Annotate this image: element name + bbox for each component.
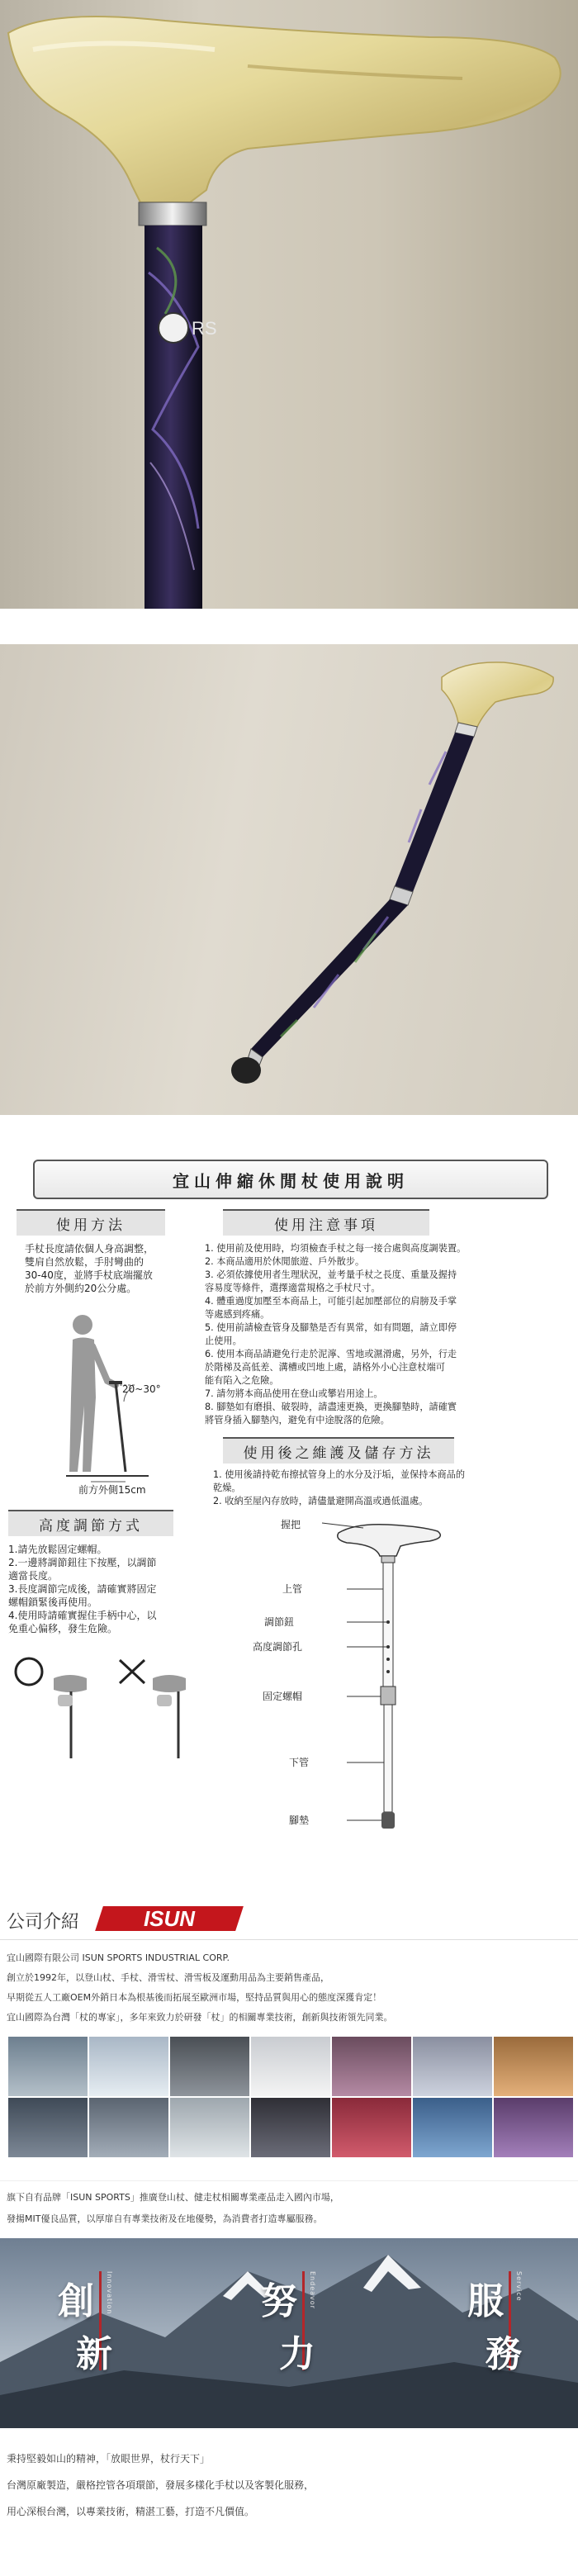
company-intro bbox=[0, 1900, 578, 2576]
notice-line: 1. 使用前及使用時，均須檢查手杖之每一接合處與高度調裝置。 bbox=[205, 1243, 467, 1254]
cane-full-illustration bbox=[0, 644, 578, 1115]
factory-photo bbox=[494, 2037, 573, 2096]
usage-line: 雙肩自然放鬆，手肘彎曲的 bbox=[25, 1256, 144, 1268]
factory-photo bbox=[332, 2098, 411, 2157]
usage-line: 手杖長度請依個人身高調整， bbox=[25, 1243, 154, 1255]
notice-text bbox=[205, 1242, 568, 1427]
notice-line: 止使用。 bbox=[205, 1335, 242, 1346]
notice-line: 7. 請勿將本商品使用在登山或攀岩用途上。 bbox=[205, 1388, 383, 1399]
usage-manual bbox=[0, 1150, 578, 1852]
virtue-innovation-en: Innovation bbox=[106, 2271, 113, 2315]
part-foot-pad-label: 腳墊 bbox=[289, 1815, 310, 1826]
factory-photo bbox=[89, 2098, 168, 2157]
notice-line: 於階梯及高低差、溝槽或凹地上處，請格外小心注意杖端可 bbox=[205, 1362, 445, 1373]
height-line: 免重心偏移，發生危險。 bbox=[8, 1623, 118, 1634]
notice-line: 能有陷入之危險。 bbox=[205, 1375, 279, 1386]
wrong-icon bbox=[120, 1660, 144, 1683]
distance-label: 前方外側15cm bbox=[78, 1484, 146, 1496]
product-photo-handle bbox=[0, 0, 578, 609]
part-upper-tube-label: 上管 bbox=[282, 1583, 303, 1595]
virtue-service-2: 務 bbox=[486, 2333, 522, 2375]
virtue-endeavor-en: Endeavor bbox=[309, 2271, 316, 2309]
height-line: 1.請先放鬆固定螺帽。 bbox=[8, 1544, 107, 1555]
company-line: 發揚MIT優良品質，以厚扉自有專業技術及在地優勢，為消費者打造專屬服務。 bbox=[7, 2213, 323, 2224]
height-line: 適當長度。 bbox=[8, 1570, 59, 1582]
virtue-service-en: Service bbox=[515, 2271, 523, 2302]
part-grip-label: 握把 bbox=[281, 1519, 301, 1530]
height-heading: 高度調節方式 bbox=[8, 1510, 173, 1536]
factory-photo bbox=[8, 2037, 88, 2096]
factory-photo bbox=[413, 2098, 492, 2157]
virtue-endeavor-2: 力 bbox=[279, 2333, 315, 2375]
part-lower-tube-label: 下管 bbox=[289, 1757, 310, 1768]
company-line: 宜山國際為台灣「杖的專家」，多年來致力於研發「杖」的相關專業技術，創新與技術領先同業。 bbox=[7, 2012, 393, 2023]
company-line: 早期從五人工廠OEM外銷日本為根基後而拓展至歐洲市場，堅持品質與用心的態度深獲肯定！ bbox=[7, 1992, 382, 2003]
notice-heading: 使用注意事項 bbox=[223, 1209, 429, 1236]
company-line: 宜山國際有限公司 ISUN SPORTS INDUSTRIAL CORP. bbox=[7, 1952, 230, 1963]
notice-line: 5. 使用前請檢查管身及腳墊是否有異常，如有問題，請立即停 bbox=[205, 1322, 457, 1333]
part-lock-nut-label: 固定螺帽 bbox=[263, 1691, 303, 1702]
height-line: 螺帽鎖緊後再使用。 bbox=[8, 1596, 98, 1608]
usage-text bbox=[25, 1242, 190, 1295]
product-photo-full bbox=[0, 644, 578, 1115]
isun-logo bbox=[95, 1906, 244, 1931]
factory-photo bbox=[413, 2037, 492, 2096]
band-text: RS bbox=[192, 318, 217, 339]
care-line: 1. 使用後請持乾布擦拭管身上的水分及汙垢，並保持本商品的 bbox=[213, 1469, 466, 1480]
notice-line: 容易度等條件，選擇適當規格之手杖尺寸。 bbox=[205, 1283, 381, 1293]
notice-line: 3. 必須依據使用者生理狀況，並考量手杖之長度、重量及握持 bbox=[205, 1269, 457, 1280]
divider bbox=[0, 2180, 578, 2181]
company-line: 秉持堅毅如山的精神，「放眼世界，杖行天下」 bbox=[7, 2453, 211, 2465]
care-line: 2. 收納至屋內存放時，請儘量避開高溫或過低溫處。 bbox=[213, 1496, 429, 1506]
company-line: 用心深根台灣，以專業技術，精湛工藝，打造不凡價值。 bbox=[7, 2506, 255, 2517]
part-height-hole-label: 高度調節孔 bbox=[253, 1641, 303, 1653]
notice-line: 8. 腳墊如有磨損、破裂時，請盡速更換，更換腳墊時，請確實 bbox=[205, 1402, 457, 1412]
usage-heading: 使用方法 bbox=[17, 1209, 165, 1236]
part-adjust-button-label: 調節鈕 bbox=[264, 1616, 295, 1628]
notice-line: 等處感到疼痛。 bbox=[205, 1309, 270, 1320]
angle-label: 20~30° bbox=[122, 1383, 161, 1395]
virtue-endeavor-1: 努 bbox=[261, 2280, 297, 2322]
factory-photo bbox=[170, 2037, 249, 2096]
correct-icon bbox=[16, 1658, 42, 1685]
manual-title: 宜山伸縮休閒杖使用說明 bbox=[33, 1160, 548, 1199]
company-line: 台灣原廠製造，嚴格控管各項環節，發展多樣化手杖以及客製化服務， bbox=[7, 2479, 315, 2491]
divider bbox=[0, 1939, 578, 1940]
care-line: 乾燥。 bbox=[213, 1483, 241, 1493]
factory-photo bbox=[332, 2037, 411, 2096]
notice-line: 2. 本商品適用於休閒旅遊、戶外散步。 bbox=[205, 1256, 365, 1267]
height-line: 2.一邊將調節鈕往下按壓，以調節 bbox=[8, 1557, 157, 1568]
factory-photo bbox=[251, 2037, 330, 2096]
usage-line: 30-40度，並將手杖底端擺放 bbox=[25, 1269, 153, 1281]
notice-line: 6. 使用本商品請避免行走於泥濘、雪地或濕滑處，另外，行走 bbox=[205, 1349, 457, 1359]
company-line: 旗下自有品牌「ISUN SPORTS」推廣登山杖、健走杖相關專業產品走入國內市場， bbox=[7, 2192, 339, 2203]
company-heading: 公司介紹 bbox=[7, 1912, 80, 1933]
factory-photo bbox=[251, 2098, 330, 2157]
height-line: 3.長度調節完成後，請確實將固定 bbox=[8, 1583, 157, 1595]
usage-line: 於前方外側約20公分處。 bbox=[25, 1283, 137, 1294]
factory-photo bbox=[8, 2098, 88, 2157]
factory-photo bbox=[170, 2098, 249, 2157]
posture-figure-illustration bbox=[25, 1307, 190, 1488]
isun-logo-text: ISUN bbox=[143, 1906, 196, 1931]
height-text bbox=[8, 1543, 206, 1635]
virtue-service-1: 服 bbox=[467, 2280, 504, 2322]
care-heading: 使用後之維護及儲存方法 bbox=[223, 1437, 454, 1464]
factory-photo bbox=[89, 2037, 168, 2096]
grip-illustration bbox=[8, 1655, 198, 1762]
notice-line: 將管身插入腳墊內，避免有中途脫落的危險。 bbox=[205, 1415, 390, 1426]
parts-diagram bbox=[314, 1515, 495, 1845]
virtue-innovation-2: 新 bbox=[76, 2333, 112, 2375]
company-line: 創立於1992年，以登山杖、手杖、滑雪杖、滑雪板及運動用品為主要銷售產品， bbox=[7, 1972, 329, 1983]
factory-photo bbox=[494, 2098, 573, 2157]
virtue-innovation-1: 創 bbox=[58, 2280, 94, 2322]
care-text bbox=[213, 1468, 568, 1508]
cane-handle-illustration bbox=[0, 0, 578, 609]
notice-line: 4. 體重過度加壓至本商品上，可能引起加壓部位的肩膀及手掌 bbox=[205, 1296, 457, 1307]
values-banner bbox=[0, 2238, 578, 2428]
height-line: 4.使用時請確實握住手柄中心，以 bbox=[8, 1610, 157, 1621]
